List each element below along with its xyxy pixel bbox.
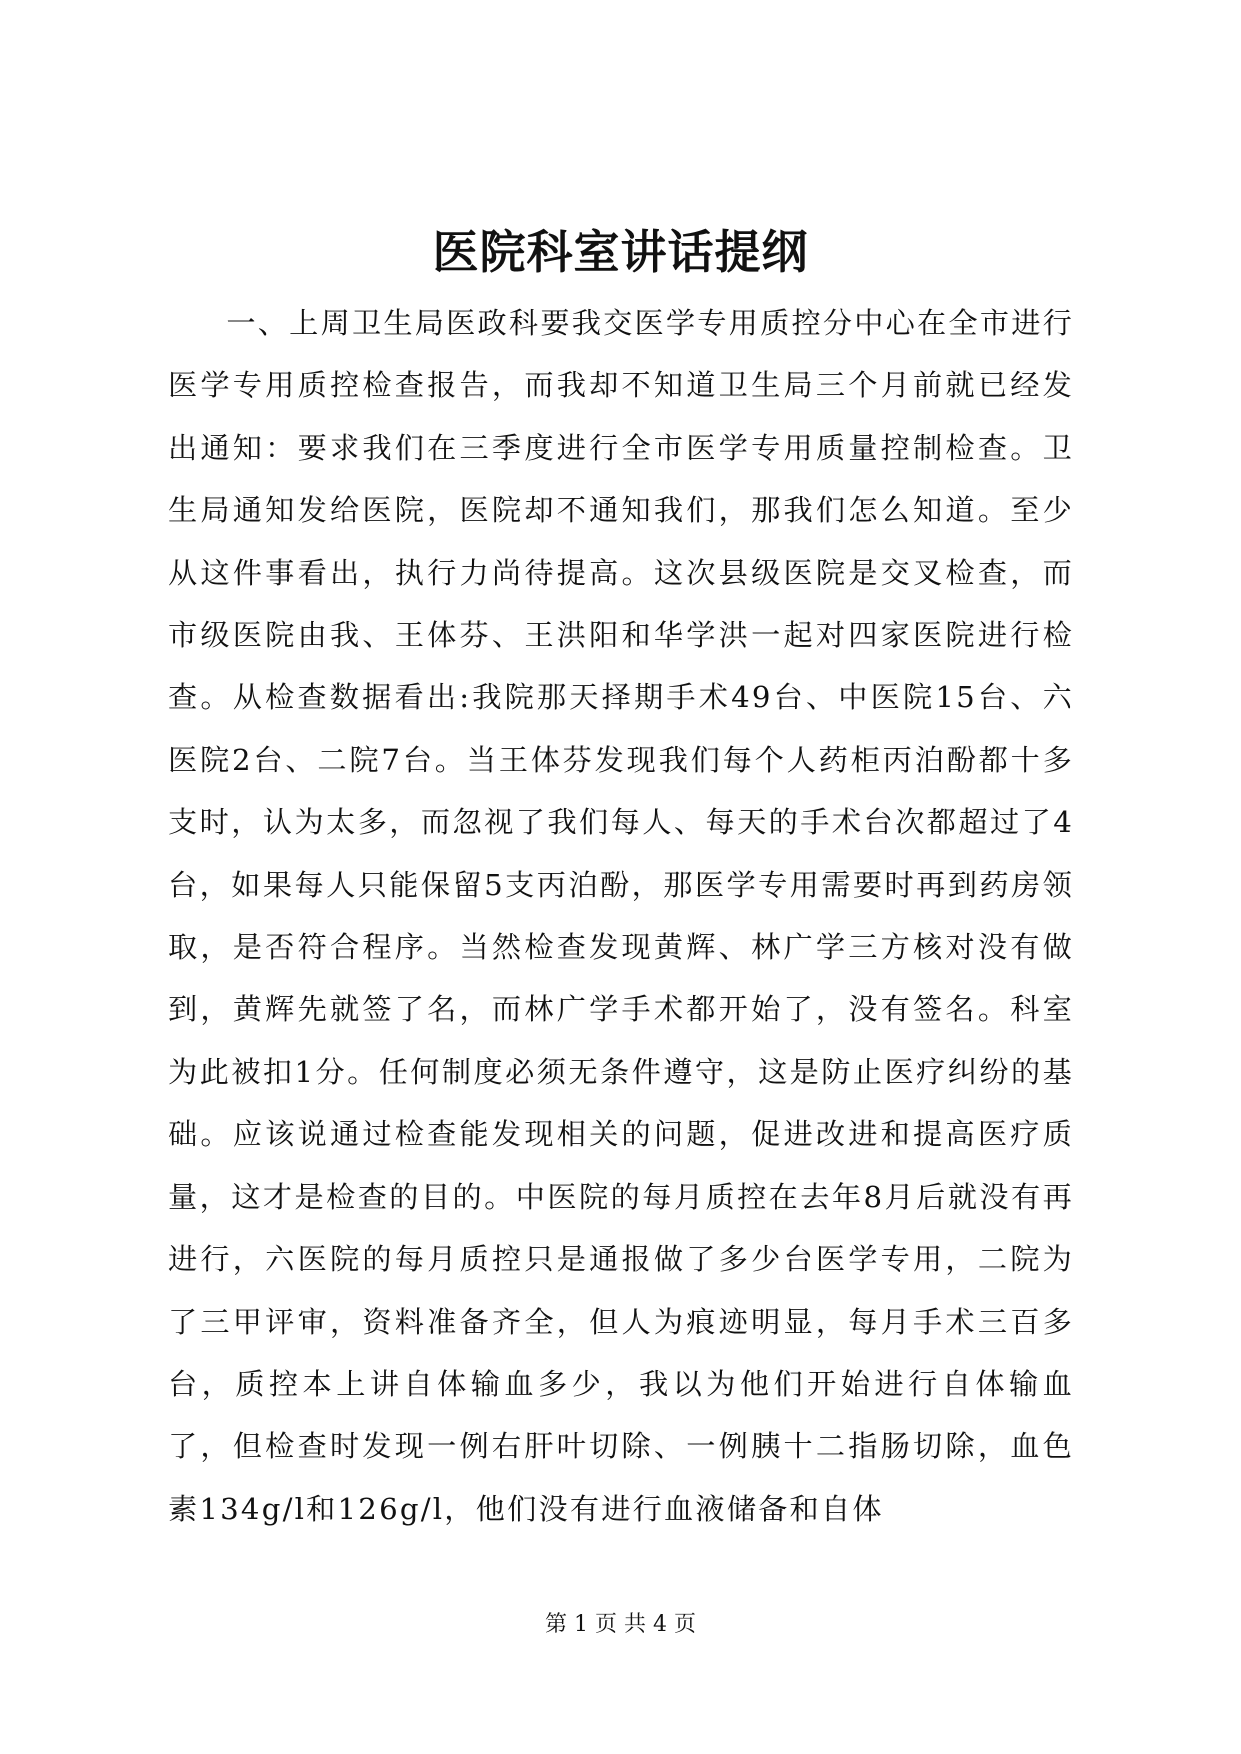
document-title: 医院科室讲话提纲 xyxy=(432,225,809,279)
body-paragraph: 一、上周卫生局医政科要我交医学专用质控分中心在全市进行医学专用质控检查报告，而我却不知道卫生局三个月前就已经发出通知：要求我们在三季度进行全市医学专用质量控制检查。卫生局通知发给医院，医院却不通知我们，那我们怎么知道。至少从这件事看出，执行力尚待提高。这次县级医院是交叉检查，而市级医院由我、王体芬、王洪阳和华学洪一起对四家医院进行检查。从检查数据看出:我院那天择期手术49台、中医院15台、六医院2台、二院7台。当王体芬发现我们每个人药柜丙泊酚都十多支时，认为太多，而忽视了我们每人、每天的手术台次都超过了4台，如果每人只能保留5支丙泊酚，那医学专用需要时再到药房领取，是否符合程序。当然检查发现黄辉、林广学三方核对没有做到，黄辉先就签了名，而林广学手术都开始了，没有签名。科室为此被扣1分。任何制度必须无条件遵守，这是防止医疗纠纷的基础。应该说通过检查能发现相关的问题，促进改进和提高医疗质量，这才是检查的目的。中医院的每月质控在去年8月后就没有再进行，六医院的每月质控只是通报做了多少台医学专用，二院为了三甲评审，资料准备齐全，但人为痕迹明显，每月手术三百多台，质控本上讲自体输血多少，我以为他们开始进行自体输血了，但检查时发现一例右肝叶切除、一例胰十二指肠切除，血色素134g/l和126g/l，他们没有进行血液储备和自体 xyxy=(168,306,1074,1526)
page-footer: 第 1 页 共 4 页 xyxy=(545,1612,696,1637)
